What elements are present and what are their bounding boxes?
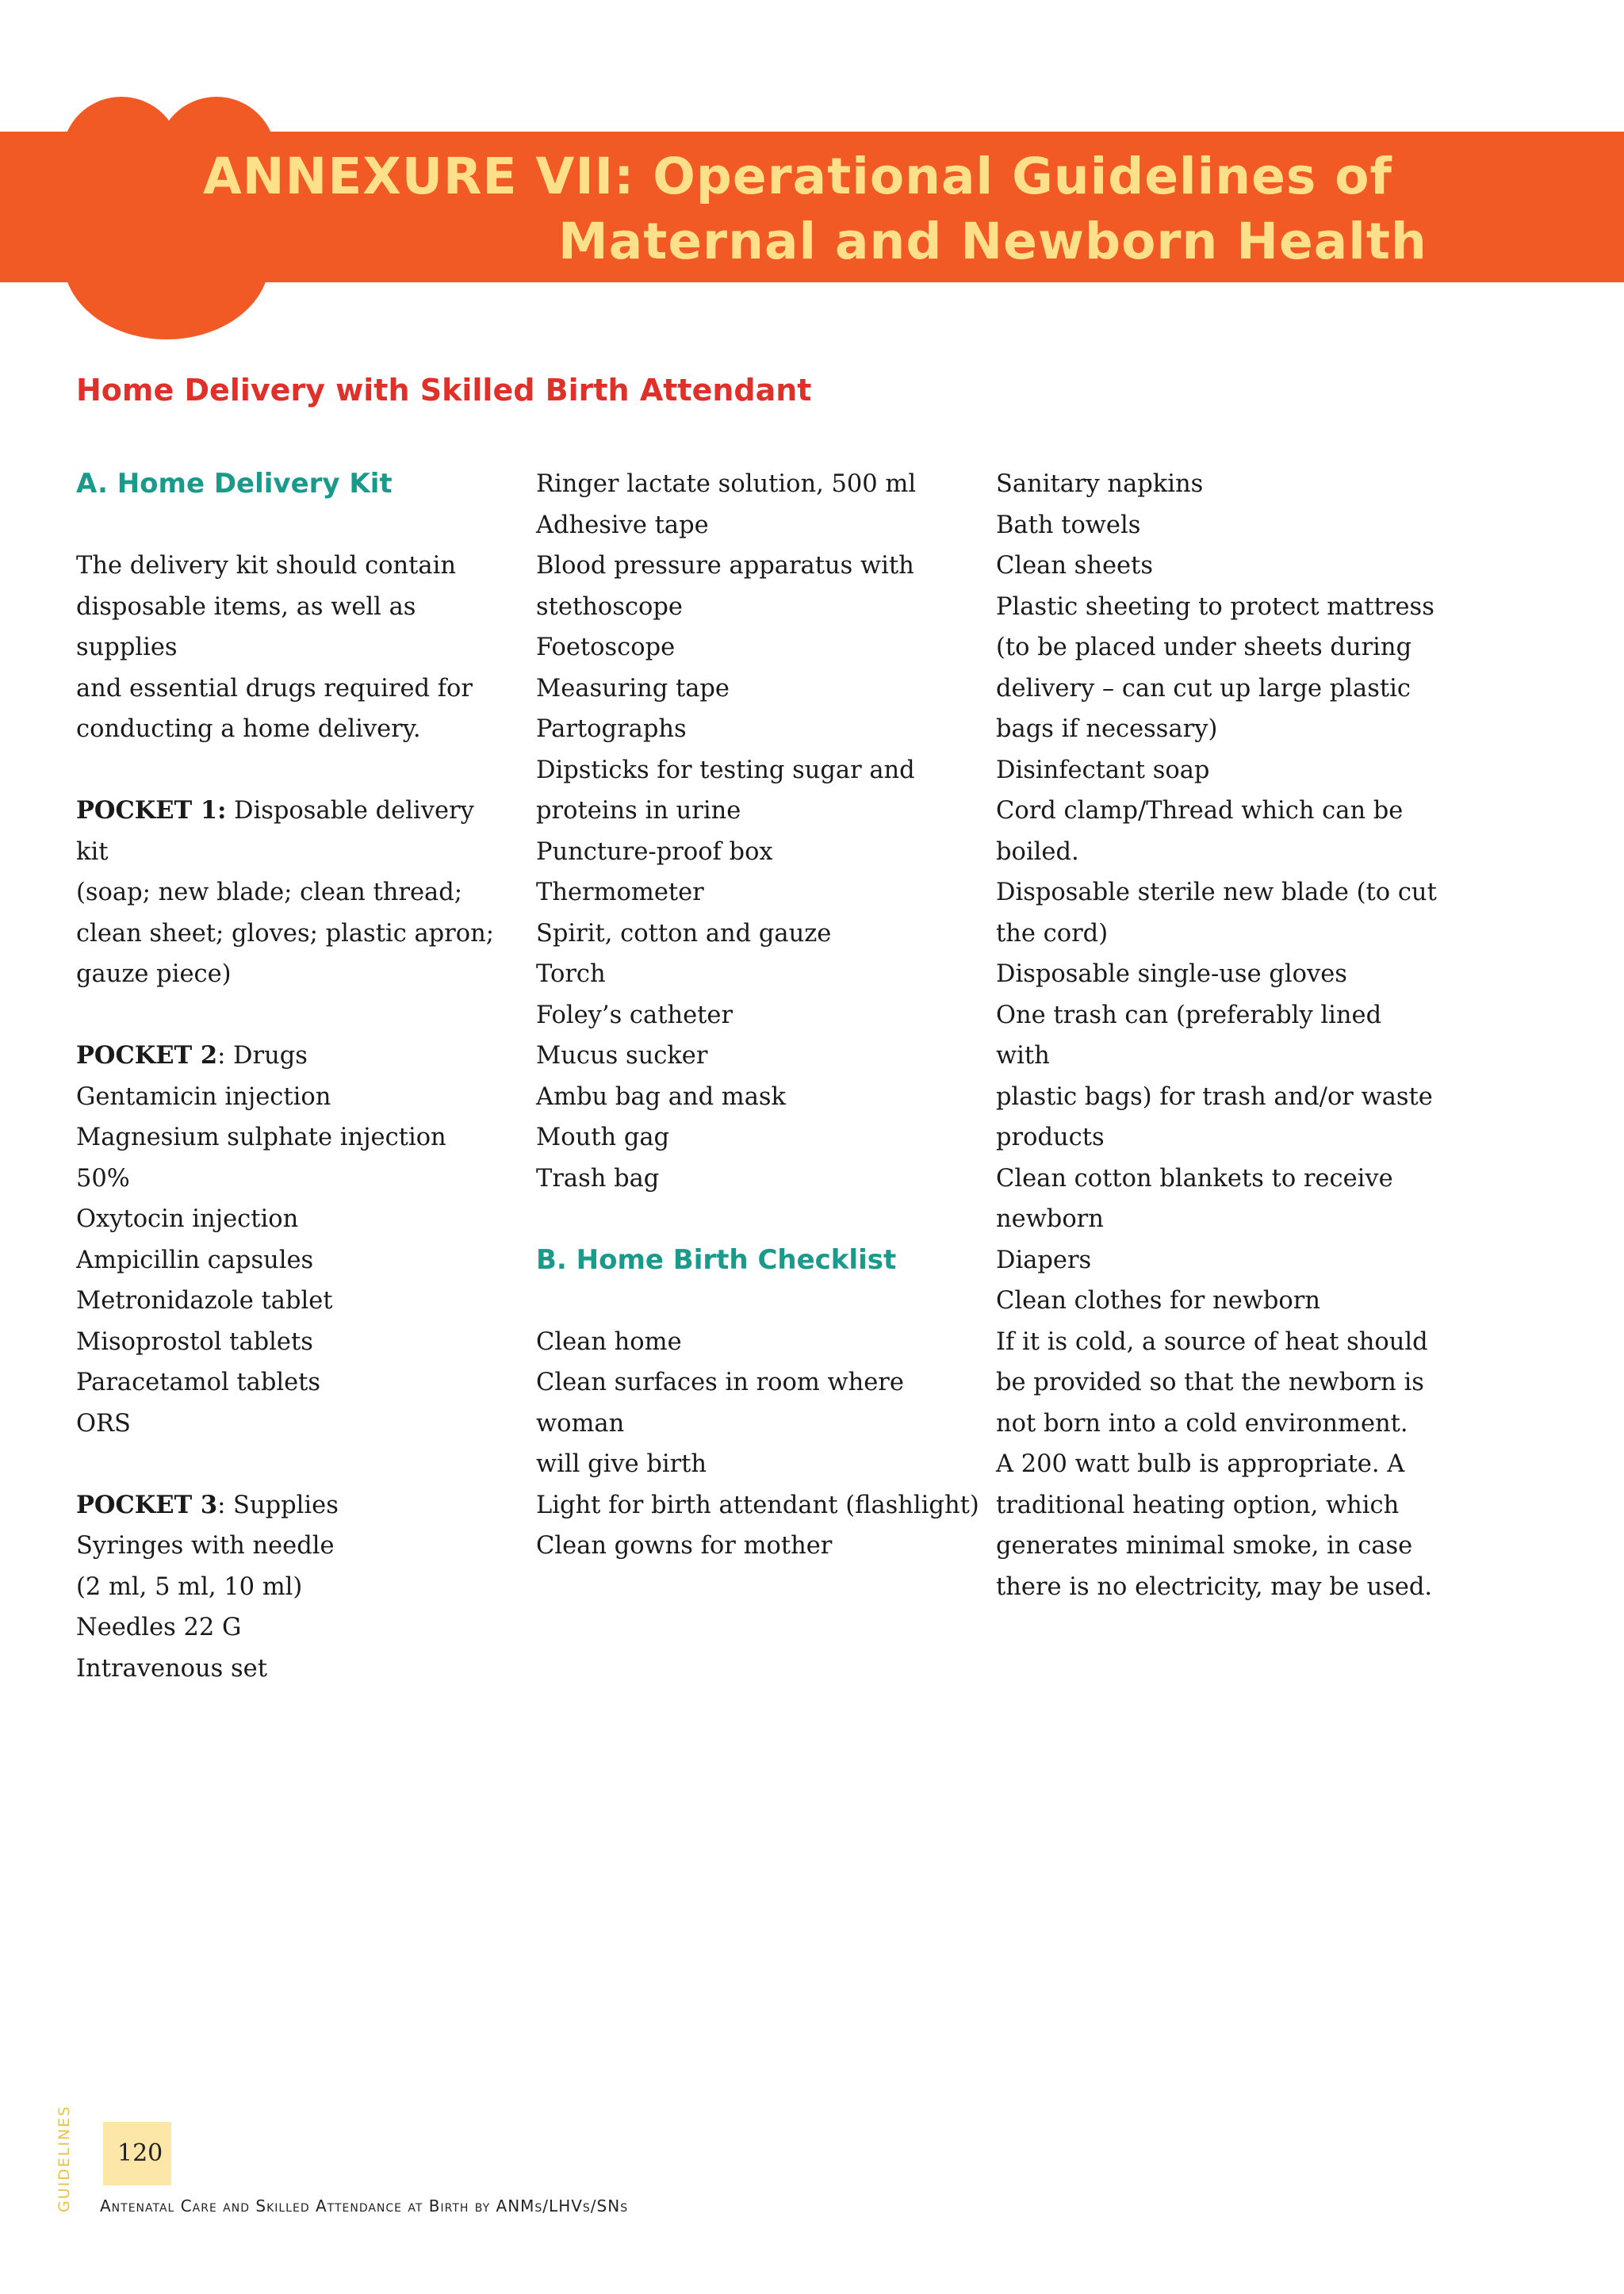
list-item: delivery – can cut up large plastic <box>996 674 1411 703</box>
list-item: Clean clothes for newborn <box>996 1287 1320 1315</box>
pocket2-heading <box>76 1036 504 1077</box>
list-item: If it is cold, a source of heat should <box>996 1327 1428 1356</box>
intro-line: The delivery kit should contain <box>76 552 456 580</box>
list-item: Plastic sheeting to protect mattress <box>996 592 1434 621</box>
list-item: Misoprostol tablets <box>76 1327 313 1356</box>
list-item: Torch <box>536 960 606 988</box>
list-item: Disinfectant soap <box>996 756 1210 784</box>
checklist-item: woman <box>536 1409 625 1438</box>
list-item: (2 ml, 5 ml, 10 ml) <box>76 1572 303 1601</box>
list-item: newborn <box>996 1205 1104 1233</box>
list-item: not born into a cold environment. <box>996 1409 1408 1438</box>
checklist-item: will give birth <box>536 1450 707 1478</box>
list-item: Dipsticks for testing sugar and <box>536 756 915 784</box>
pocket1-line: clean sheet; gloves; plastic apron; <box>76 919 495 948</box>
list-item: Ambu bag and mask <box>536 1082 787 1111</box>
column-1 <box>76 464 504 1689</box>
page-title-line2: Maternal and Newborn Health <box>558 213 1427 270</box>
list-item: One trash can (preferably lined with <box>996 1001 1382 1070</box>
list-item: Measuring tape <box>536 674 730 703</box>
list-item: be provided so that the newborn is <box>996 1369 1424 1396</box>
pocket2-title: : Drugs <box>217 1042 308 1070</box>
column-3 <box>996 464 1440 1607</box>
intro-line: and essential drugs required for <box>76 674 473 703</box>
list-item: boiled. <box>996 837 1079 866</box>
list-item: Syringes with needle <box>76 1532 335 1560</box>
list-item: Spirit, cotton and gauze <box>536 919 832 948</box>
pocket3-title: : Supplies <box>217 1491 339 1519</box>
list-item: stethoscope <box>536 592 683 621</box>
list-item: Gentamicin injection <box>76 1082 331 1111</box>
list-item: proteins in urine <box>536 797 741 825</box>
list-item: Ampicillin capsules <box>76 1246 314 1274</box>
page-number: 120 <box>117 2139 163 2167</box>
checklist-item: Light for birth attendant (flashlight) <box>536 1491 979 1519</box>
pocket1-line <box>76 791 504 872</box>
list-item: Needles 22 G <box>76 1614 242 1641</box>
list-item: Disposable sterile new blade (to cut <box>996 879 1437 906</box>
list-item: Clean sheets <box>996 552 1153 580</box>
list-item: products <box>996 1124 1105 1151</box>
list-item: Intravenous set <box>76 1654 267 1683</box>
side-label: GUIDELINES <box>56 2104 73 2212</box>
pocket2-label: POCKET 2 <box>76 1041 218 1070</box>
list-item: Mouth gag <box>536 1124 670 1151</box>
list-item: traditional heating option, which <box>996 1491 1400 1519</box>
pocket1-line: (soap; new blade; clean thread; <box>76 879 463 906</box>
list-item: Metronidazole tablet <box>76 1287 333 1315</box>
list-item: (to be placed under sheets during <box>996 634 1412 661</box>
subheading-home-birth-checklist: B. Home Birth Checklist <box>536 1243 897 1276</box>
list-item: Oxytocin injection <box>76 1205 299 1233</box>
list-item: Adhesive tape <box>536 511 709 539</box>
list-item: Disposable single-use gloves <box>996 960 1347 988</box>
checklist-item: Clean gowns for mother <box>536 1532 833 1560</box>
list-item: Foley’s catheter <box>536 1001 733 1029</box>
list-item: Bath towels <box>996 511 1141 539</box>
list-item: Mucus sucker <box>536 1042 708 1070</box>
list-item: Diapers <box>996 1246 1092 1274</box>
list-item: Magnesium sulphate injection 50% <box>76 1124 446 1193</box>
list-item: the cord) <box>996 919 1109 948</box>
list-item: Thermometer <box>536 879 704 906</box>
list-item: there is no electricity, may be used. <box>996 1572 1433 1601</box>
pocket1-label: POCKET 1: <box>76 796 227 825</box>
list-item: plastic bags) for trash and/or waste <box>996 1082 1433 1111</box>
pocket3-label: POCKET 3 <box>76 1490 218 1519</box>
list-item: Cord clamp/Thread which can be <box>996 797 1404 825</box>
pocket1-line: gauze piece) <box>76 960 232 988</box>
checklist-item: Clean surfaces in room where <box>536 1369 904 1396</box>
pocket3-heading <box>76 1485 504 1526</box>
list-item: Partographs <box>536 715 687 743</box>
page-title-line1: ANNEXURE VII: Operational Guidelines of <box>203 147 1392 205</box>
intro-line: conducting a home delivery. <box>76 715 421 743</box>
list-item: ORS <box>76 1409 131 1438</box>
list-item: Clean cotton blankets to receive <box>996 1164 1393 1193</box>
list-item: Sanitary napkins <box>996 470 1204 498</box>
running-footer: Antenatal Care and Skilled Attendance at Birth by ANMs/LHVs/SNs <box>100 2196 629 2215</box>
checklist-item: Clean home <box>536 1327 682 1356</box>
pocket1-text: Disposable delivery kit <box>76 797 474 866</box>
list-item: Trash bag <box>536 1164 660 1193</box>
list-item: bags if necessary) <box>996 715 1218 743</box>
list-item: A 200 watt bulb is appropriate. A <box>996 1450 1405 1478</box>
section-title: Home Delivery with Skilled Birth Attendant <box>76 373 812 408</box>
intro-line: disposable items, as well as supplies <box>76 592 416 661</box>
subheading-home-delivery-kit: A. Home Delivery Kit <box>76 468 393 500</box>
list-item: Ringer lactate solution, 500 ml <box>536 470 917 498</box>
list-item: Blood pressure apparatus with <box>536 552 914 580</box>
list-item: Foetoscope <box>536 634 676 661</box>
list-item: generates minimal smoke, in case <box>996 1532 1413 1560</box>
column-2 <box>536 464 980 1567</box>
list-item: Puncture-proof box <box>536 837 773 866</box>
list-item: Paracetamol tablets <box>76 1369 321 1396</box>
